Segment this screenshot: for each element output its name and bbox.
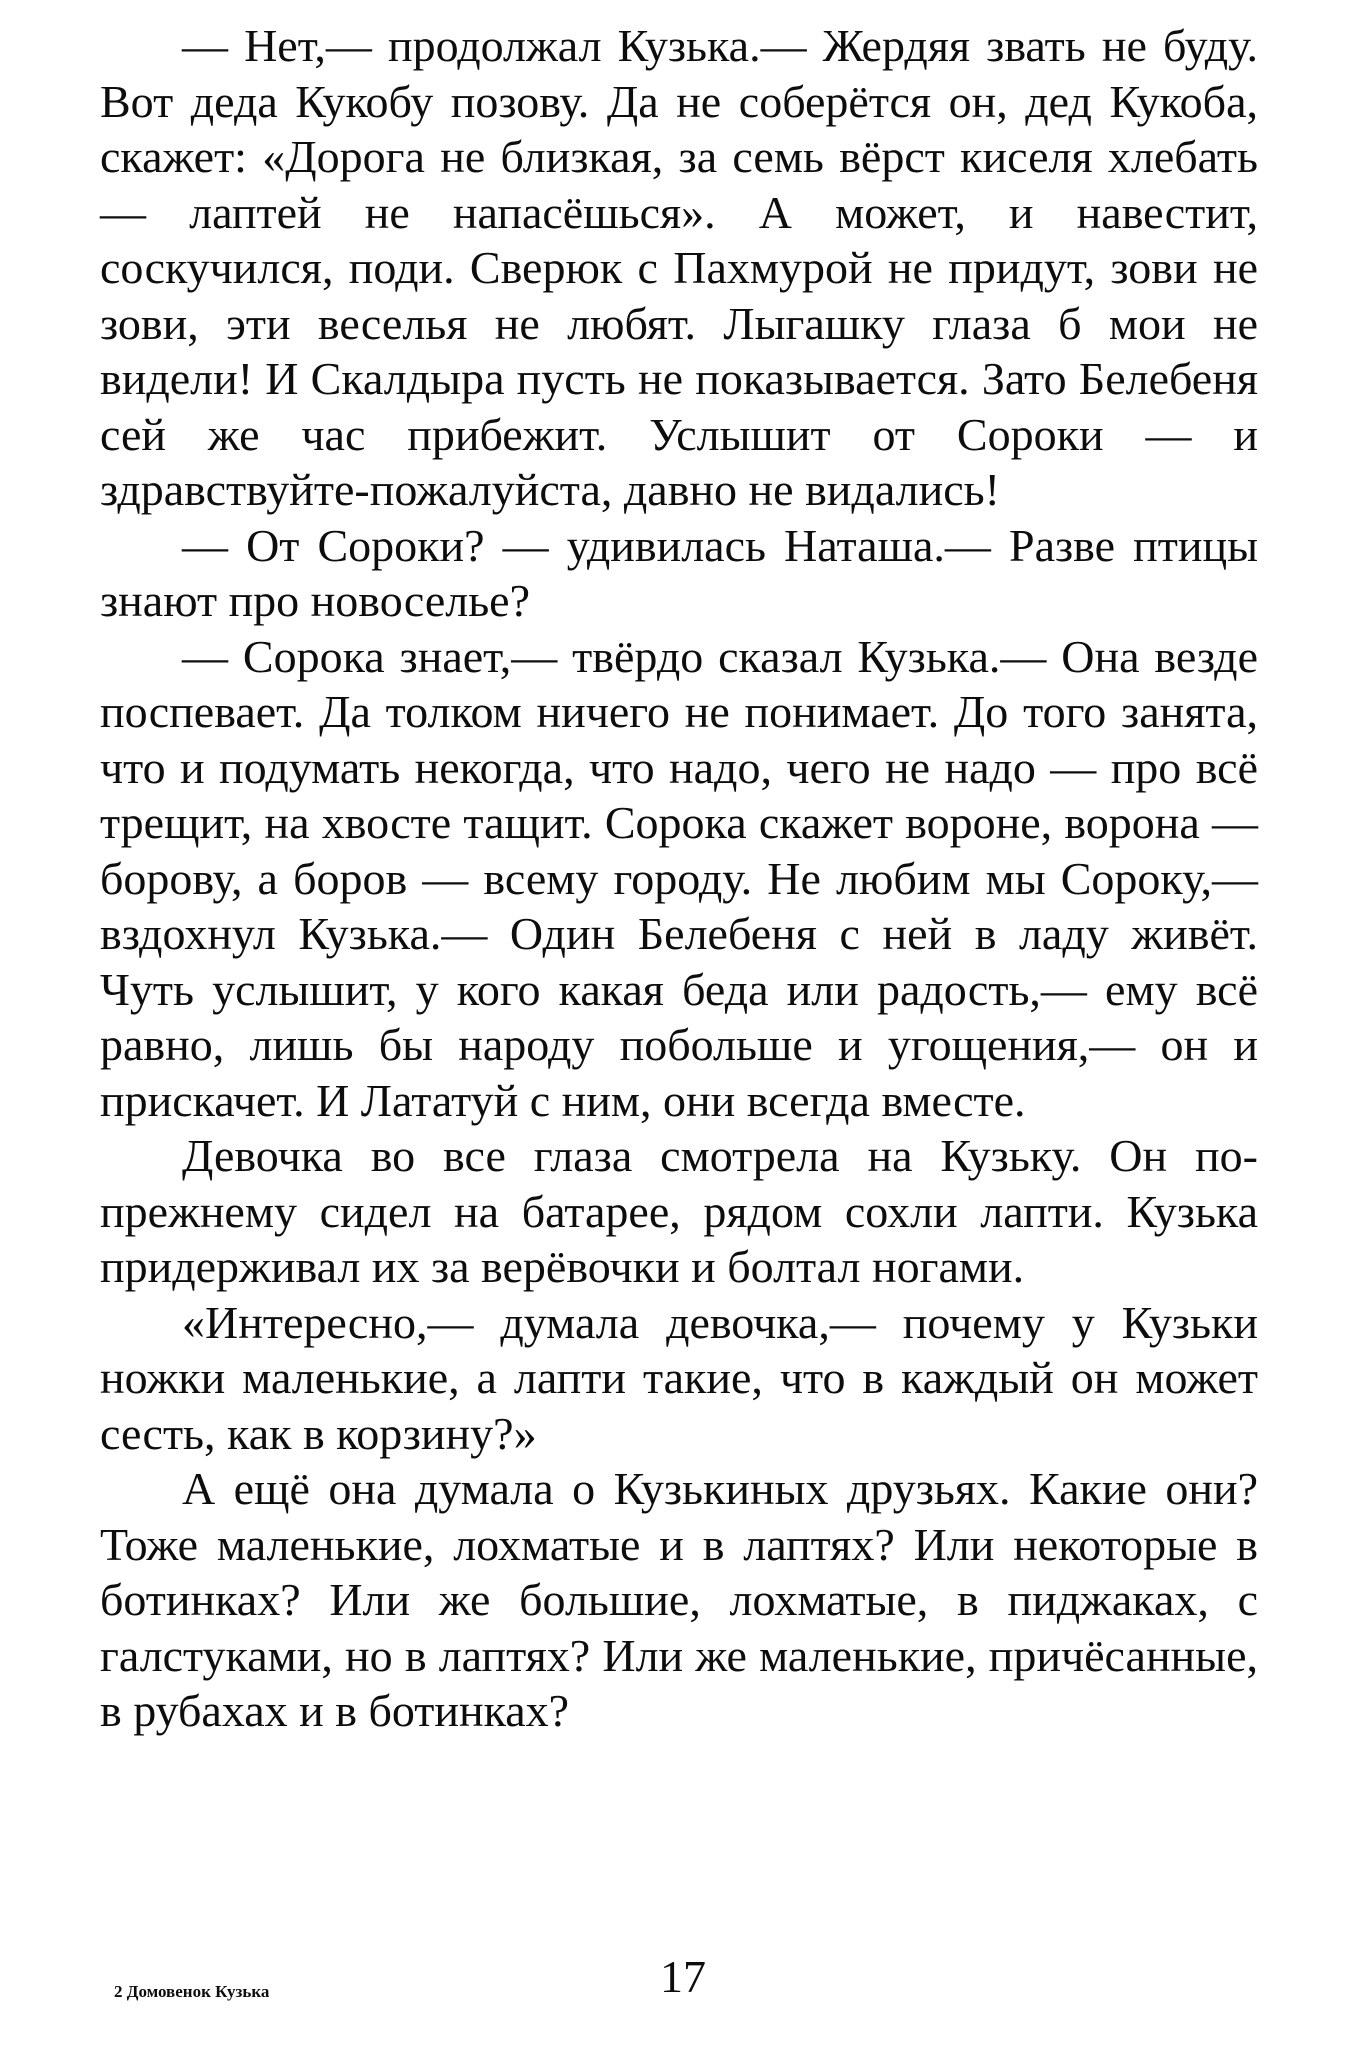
page-number: 17 [660,1951,706,2002]
paragraph: — Сорока знает,— твёрдо сказал Кузька.— Она везде поспевает. Да толком ничего не понимает. До того занята, что и подумать некогда, что надо, чего не надо — про всё трещит, на хвосте тащит. Сорока скажет вороне, ворона — борову, а боров — всему городу. Не любим мы Сороку,— вздохнул Кузька.— Один Белебеня с ней в ладу живёт. Чуть услышит, у кого какая беда или радость,— ему всё равно, лишь бы народу побольше и угощения,— он и прискачет. И Лататуй с ним, они всегда вместе. [100,630,1258,1126]
page-body [100,18,1258,1739]
printer-signature: 2 Домовенок Кузька [114,1982,270,2001]
paragraph: — От Сороки? — удивилась Наташа.— Разве птицы знают про новоселье? [100,519,1258,626]
paragraph: А ещё она думала о Кузькиных друзьях. Какие они? Тоже маленькие, лохматые и в лаптях? Или некоторые в ботинках? Или же большие, лохматые, в пиджаках, с галстуками, но в лаптях? Или же маленькие, причёсанные, в рубахах и в ботинках? [100,1463,1258,1736]
paragraph: «Интересно,— думала девочка,— почему у Кузьки ножки маленькие, а лапти такие, что в каждый он может сесть, как в корзину?» [100,1296,1258,1459]
page-footer [100,1951,1258,2020]
paragraph: — Нет,— продолжал Кузька.— Жердяя звать не буду. Вот деда Кукобу позову. Да не соберётся он, дед Кукоба, скажет: «Дорога не близкая, за семь вёрст киселя хлебать — лаптей не напасёшься». А может, и навестит, соскучился, поди. Сверюк с Пахмурой не придут, зови не зови, эти веселья не любят. Лыгашку глаза б мои не видели! И Скалдыра пусть не показывается. Зато Белебеня сей же час прибежит. Услышит от Сороки — и здравствуйте-пожалуйста, давно не видались! [100,20,1258,515]
paragraph: Девочка во все глаза смотрела на Кузьку. Он по-прежнему сидел на батарее, рядом сохли лапти. Кузька придерживал их за верёвочки и болтал ногами. [100,1130,1258,1292]
